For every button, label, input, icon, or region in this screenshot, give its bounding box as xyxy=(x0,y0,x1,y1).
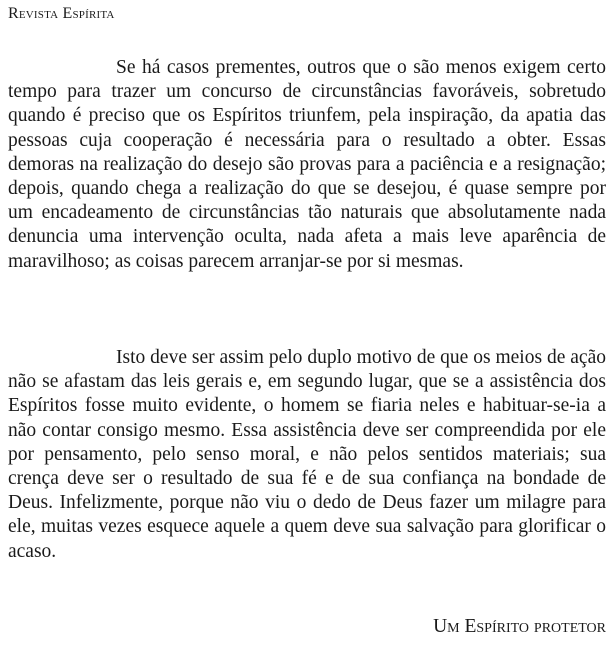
running-header-title: Revista Espírita xyxy=(8,5,115,22)
signature-line: Um Espírito protetor xyxy=(433,616,606,637)
body-paragraph-1: Se há casos prementes, outros que o são menos exigem certo tempo para trazer um concurso de circunstâncias favoráveis, sobretudo quando é preciso que os Espíritos triunfem, pela inspiração, da apatia das pessoas cuja cooperação é necessária para o resultado a obter. Essas demoras na realização do desejo são provas para a paciência e a resignação; depois, quando chega a realização do que se desejou, é quase sempre por um encadeamento de circunstâncias tão naturais que absolutamente nada denuncia uma intervenção oculta, nada afeta a mais leve aparência de maravilhoso; as coisas parecem arranjar-se por si mesmas. xyxy=(8,57,606,272)
body-paragraph-2: Isto deve ser assim pelo duplo motivo de que os meios de ação não se afastam das leis gerais e, em segundo lugar, que se a assistência dos Espíritos fosse muito evidente, o homem se fiaria neles e habituar-se-ia a não contar consigo mesmo. Essa assistência deve ser compreendida por ele por pensamento, pelo senso moral, e não pelos sentidos materiais; sua crença deve ser o resultado de sua fé e de sua confiança na bondade de Deus. Infelizmente, porque não viu o dedo de Deus fazer um milagre para ele, muitas vezes esquece aquele a quem deve sua salvação para glorificar o acaso. xyxy=(8,347,606,562)
